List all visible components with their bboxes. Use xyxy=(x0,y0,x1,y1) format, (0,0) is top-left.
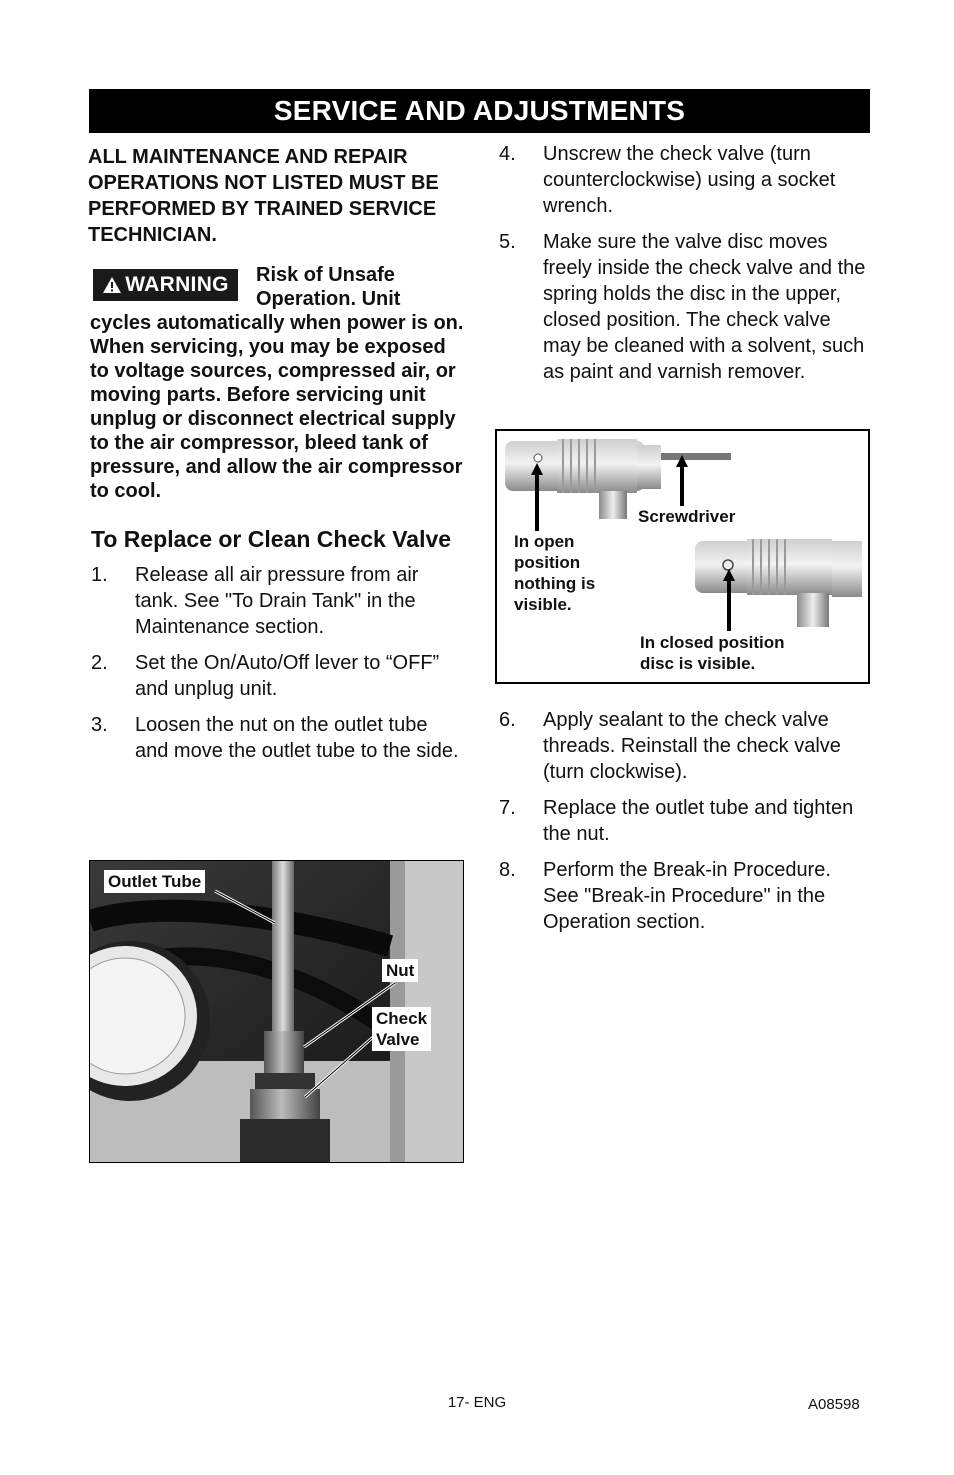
warning-label: WARNING xyxy=(125,273,229,296)
list-item: 2. Set the On/Auto/Off lever to “OFF” and unplug unit. xyxy=(91,652,440,700)
left-column xyxy=(88,144,464,774)
list-item: 1. Release all air pressure from air tank. See "To Drain Tank" in the Maintenance section. xyxy=(91,564,419,638)
list-item: 6. Apply sealant to the check valve threads. Reinstall the check valve (turn clockwise). xyxy=(499,709,841,783)
warning-triangle-icon xyxy=(102,276,122,294)
outlet-tube-label: Outlet Tube xyxy=(104,870,205,893)
right-column-lower xyxy=(496,707,870,945)
list-item: 4. Unscrew the check valve (turn counterclockwise) using a socket wrench. xyxy=(499,143,836,217)
check-valve-photo xyxy=(495,429,870,684)
closed-position-label: In closed position disc is visible. xyxy=(640,633,785,673)
right-column xyxy=(496,141,870,395)
outlet-tube-photo xyxy=(89,860,464,1163)
check-valve-label: Check Valve xyxy=(372,1007,431,1051)
section-banner: SERVICE AND ADJUSTMENTS xyxy=(89,89,870,133)
check-valve-subheading: To Replace or Clean Check Valve xyxy=(91,526,452,552)
steps-list-2 xyxy=(496,141,870,385)
list-item: 5. Make sure the valve disc moves freely inside the check valve and the spring holds the disc in the upper, closed position. The check valve may be cleaned with a solvent, such as paint and varnish remover. xyxy=(499,231,866,383)
list-item: 7. Replace the outlet tube and tighten the nut. xyxy=(499,797,854,845)
maintenance-note: ALL MAINTENANCE AND REPAIR OPERATIONS NOT LISTED MUST BE PERFORMED BY TRAINED SERVICE TECHNICIAN. xyxy=(88,146,439,246)
list-item: 3. Loosen the nut on the outlet tube and move the outlet tube to the side. xyxy=(91,714,459,762)
document-code: A08598 xyxy=(808,1396,860,1413)
warning-block xyxy=(88,263,464,503)
warning-text: Risk of Unsafe Operation. Unit cycles automatically when power is on. When servicing, you may be exposed to voltage sources, compressed air, or moving parts. Before servicing unit unplug or disconnect electrical supply to the air compressor, bleed tank of pressure, and allow the air compressor to cool. xyxy=(90,264,464,502)
steps-list-1 xyxy=(88,562,464,764)
open-position-label: In open position nothing is visible. xyxy=(514,532,596,614)
list-item: 8. Perform the Break-in Procedure. See "Break-in Procedure" in the Operation section. xyxy=(499,859,831,933)
page-number: 17- ENG xyxy=(447,1394,507,1411)
steps-list-3 xyxy=(496,707,870,935)
nut-label: Nut xyxy=(382,959,418,982)
warning-badge xyxy=(93,269,238,301)
screwdriver-label: Screwdriver xyxy=(638,507,736,526)
